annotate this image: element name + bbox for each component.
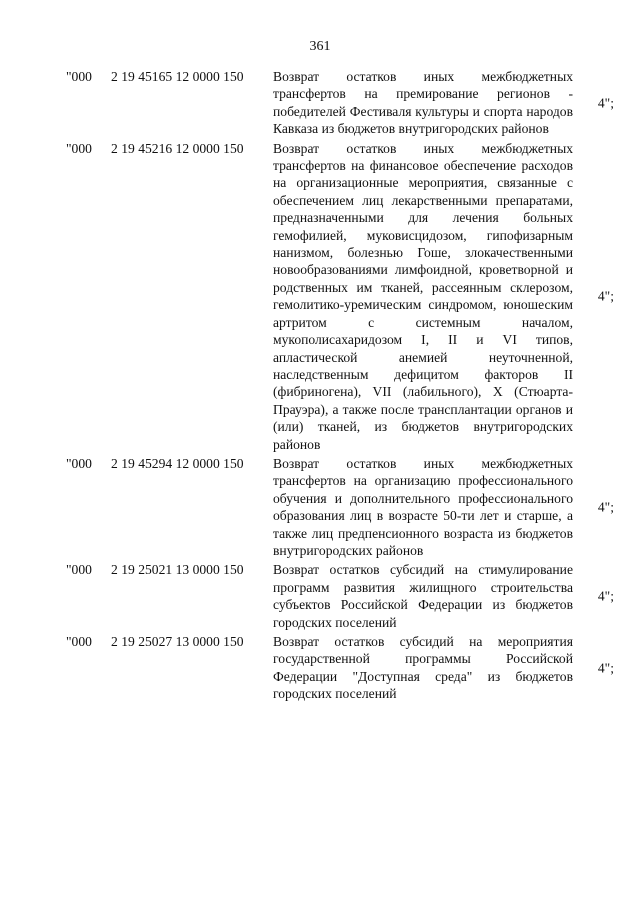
row-marker: 4"; [597, 95, 614, 111]
row-prefix: "000 [66, 69, 92, 84]
table-row [66, 140, 614, 453]
row-description: Возврат остатков иных межбюджетных трансфертов на финансовое обеспечение расходов на организационные мероприятия, связанные с обеспечением лиц лекарственными препаратами, предназначенными для лечения больных гемофилией, муковисцидозом, гипофизарным нанизмом, болезнью Гоше, злокачественными новообразованиями лимфоидной, кроветворной и родственных им тканей, рассеянным склерозом, гемолитико-уремическим синдромом, юношеским артритом с системным началом, мукополисахаридозом I, II и VI типов, апластической анемией неуточненной, наследственным дефицитом факторов II (фибриногена), VII (лабильного), X (Стюарта-Прауэра), а также после трансплантации органов и (или) тканей, из бюджетов внутригородских районов [273, 140, 573, 452]
page-number: 361 [309, 39, 331, 54]
budget-code: 2 19 45165 12 0000 150 [111, 69, 244, 84]
row-description: Возврат остатков иных межбюджетных трансфертов на премирование регионов - победителей Фестиваля культуры и спорта народов Кавказа из бюджетов внутригородских районов [273, 69, 573, 137]
row-description: Возврат остатков иных межбюджетных трансфертов на организацию профессионального обучения и дополнительного профессионального образования лиц в возрасте 50-ти лет и старше, а также лиц предпенсионного возраста из бюджетов внутригородских районов [273, 455, 573, 558]
row-description: Возврат остатков субсидий на мероприятия государственной программы Российской Федерации "Доступная среда" из бюджетов городских поселений [273, 634, 573, 702]
row-marker: 4"; [597, 499, 614, 515]
budget-code: 2 19 45294 12 0000 150 [111, 455, 244, 471]
row-marker: 4"; [597, 660, 614, 676]
row-prefix: "000 [66, 140, 92, 156]
row-marker: 4"; [597, 288, 614, 304]
row-marker: 4"; [597, 588, 614, 604]
table-row [66, 455, 614, 559]
budget-code-table [66, 68, 614, 705]
table-row [66, 68, 614, 138]
table-row [66, 633, 614, 703]
budget-code: 2 19 45216 12 0000 150 [111, 140, 244, 156]
row-description: Возврат остатков субсидий на стимулирование программ развития жилищного строительства субъектов Российской Федерации из бюджетов городских поселений [273, 562, 573, 630]
row-prefix: "000 [66, 455, 92, 471]
row-prefix: "000 [66, 562, 92, 578]
table-row [66, 561, 614, 631]
budget-code: 2 19 25021 13 0000 150 [111, 562, 244, 578]
budget-code: 2 19 25027 13 0000 150 [111, 634, 244, 649]
row-prefix: "000 [66, 634, 92, 649]
